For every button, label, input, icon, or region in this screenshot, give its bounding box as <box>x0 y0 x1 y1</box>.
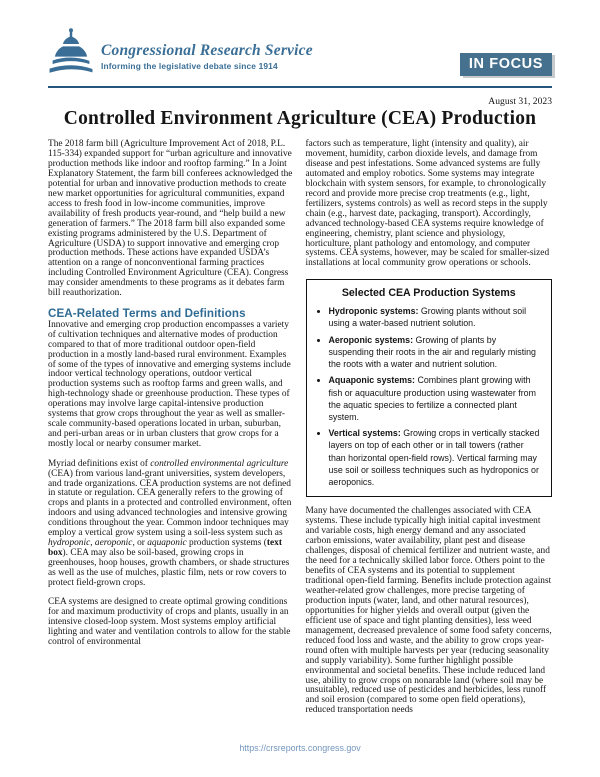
paragraph: factors such as temperature, light (intensity and quality), air movement, humidity, carbon dioxide levels, and damage from disease and pest infestations. Some advanced systems are fully automated and employ robotics. Some systems may integrate blockchain with system sensors, for example, to chronologically record and provide more precise crop treatments (e.g., light, fertilizers, systems controls) as well as record steps in the supply chain (e.g., harvest date, packaging, transport). Accordingly, advanced technology-based CEA systems require knowledge of engineering, chemistry, plant science and physiology, horticulture, plant pathology and entomology, and computer systems. CEA systems, however, may be scaled for smaller-sized installations at local community grow operations or schools. <box>305 139 550 269</box>
paragraph: Innovative and emerging crop production encompasses a variety of cultivation techniques and alternative modes of production compared to that of more traditional outdoor open-field production in a mostly land-based rural environment. Examples of some of the types of innovative and emerging systems include indoor vertical technology operations, outdoor vertical production systems such as rooftop farms and green walls, and high-technology shade or greenhouse production. These types of operations may involve large capital-intensive production systems that grow crops throughout the year as well as smaller-scale community-based operations located in urban, suburban, and peri-urban areas or in urban clusters that grow crops for a mostly local or nearby consumer market. <box>48 319 291 450</box>
capitol-dome-icon <box>48 26 94 82</box>
logo-text <box>101 26 313 71</box>
bullet-text: Growing of plants by suspending their roots in the air and regularly misting the roots with a water and nutrient solution. <box>328 334 536 369</box>
crs-logo-group <box>48 26 313 82</box>
page-title: Controlled Environment Agriculture (CEA) Production <box>63 108 537 129</box>
org-tagline: Informing the legislative debate since 1914 <box>101 61 278 71</box>
paragraph: Myriad definitions exist of controlled environmental agriculture (CEA) from various land-grant universities, system developers, and trade organizations. CEA production systems are not defined in statute or regulation. CEA generally refers to the growing of crops and plants in a protected and controlled environment, often indoors and using advanced technologies and intensive growing conditions throughout the year. Common indoor techniques may employ a vertical grow system using a soil-less system such as hydroponic, aeroponic, or aquaponic production systems (text box). CEA may also be soil-based, growing crops in greenhouses, hoop houses, growth chambers, or shade structures as well as the use of mulches, plastic film, nets or row covers to protect field-grown crops. <box>48 458 292 589</box>
crs-reports-link[interactable]: https://crsreports.congress.gov <box>239 743 361 753</box>
list-item <box>329 334 543 370</box>
page-footer <box>0 738 600 756</box>
cea-production-systems-box <box>306 279 553 497</box>
body-columns <box>48 140 552 726</box>
list-item <box>329 374 543 422</box>
paragraph: CEA systems are designed to create optimal growing conditions for and maximum productivity of crops and plants, usually in an intensive closed-loop system. Most systems employ artificial lighting and water and ventilation controls to allow for the stable control of environmental <box>48 597 291 648</box>
right-column <box>306 140 553 726</box>
box-bullet-list <box>316 305 543 488</box>
header-rule <box>48 86 552 88</box>
document-header <box>48 26 552 84</box>
org-name: Congressional Research Service <box>101 42 313 59</box>
bullet-term: Vertical systems: <box>328 428 401 439</box>
bullet-text: Growing plants without soil using a water-based nutrient solution. <box>328 305 527 329</box>
paragraph: The 2018 farm bill (Agriculture Improvement Act of 2018, P.L. 115-334) expanded support for “urban agriculture and innovative production methods like indoor and rooftop farming.” In a Joint Explanatory Statement, the farm bill conferees acknowledged the potential for urban and innovative production methods to create new market opportunities for agricultural communities, expand access to fresh food in low-income communities, improve availability of fresh products year-round, and “help build a new generation of farmers.” The 2018 farm bill also expanded some existing programs administered by the U.S. Department of Agriculture (USDA) to support innovative and emerging crop production methods. These actions have expanded USDA’s attention on a range of nonconventional farming practices including Controlled Environment Agriculture (CEA). Congress may consider amendments to these programs as it debates farm bill reauthorization. <box>48 139 293 299</box>
bullet-term: Aquaponic systems: <box>328 375 415 386</box>
box-title: Selected CEA Production Systems <box>341 286 516 299</box>
left-column <box>48 140 295 726</box>
paragraph: Many have documented the challenges associated with CEA systems. These include typically high initial capital investment and variable costs, high energy demand and any associated carbon emissions, water availability, plant pest and disease challenges, disposal of chemical fertilizer and nutrient waste, and the need for a technically skilled labor force. Others point to the benefits of CEA systems and its potential to supplement traditional open-field farming. Benefits include protection against weather-related grow challenges, more precise targeting of production inputs (water, land, and other natural resources), opportunities for higher yields and overall output (given the efficient use of space and tight planting densities), less weed management, decreased prevalence of some food safety concerns, reduced food loss and waste, and the ability to grow crops year-round often with multiple harvests per year (reducing seasonality and supply variability). Some further highlight possible environmental and societal benefits. These include reduced land use, ability to grow crops on nonarable land (where soil may be unsuitable), reduced use of pesticides and herbicides, less runoff and soil erosion (compared to some open field operations), reduced transportation needs <box>305 506 552 716</box>
bullet-text: Growing crops in vertically stacked layers on top of each other or in tall towers (rather than horizontal open-field rows). Vertical farming may use soil or soilless techniques such as hydroponics or aeroponics. <box>328 428 540 487</box>
bullet-term: Hydroponic systems: <box>328 305 419 316</box>
bullet-text: Combines plant growing with fish or aquaculture production using wastewater from the aquatic species to fertilize a connected plant system. <box>328 375 536 422</box>
list-item <box>329 427 543 487</box>
section-heading-cea-terms: CEA-Related Terms and Definitions <box>48 306 246 320</box>
in-focus-badge: IN FOCUS <box>460 53 552 76</box>
list-item <box>329 305 543 329</box>
bullet-term: Aeroponic systems: <box>328 334 414 345</box>
publication-date: August 31, 2023 <box>488 96 552 107</box>
